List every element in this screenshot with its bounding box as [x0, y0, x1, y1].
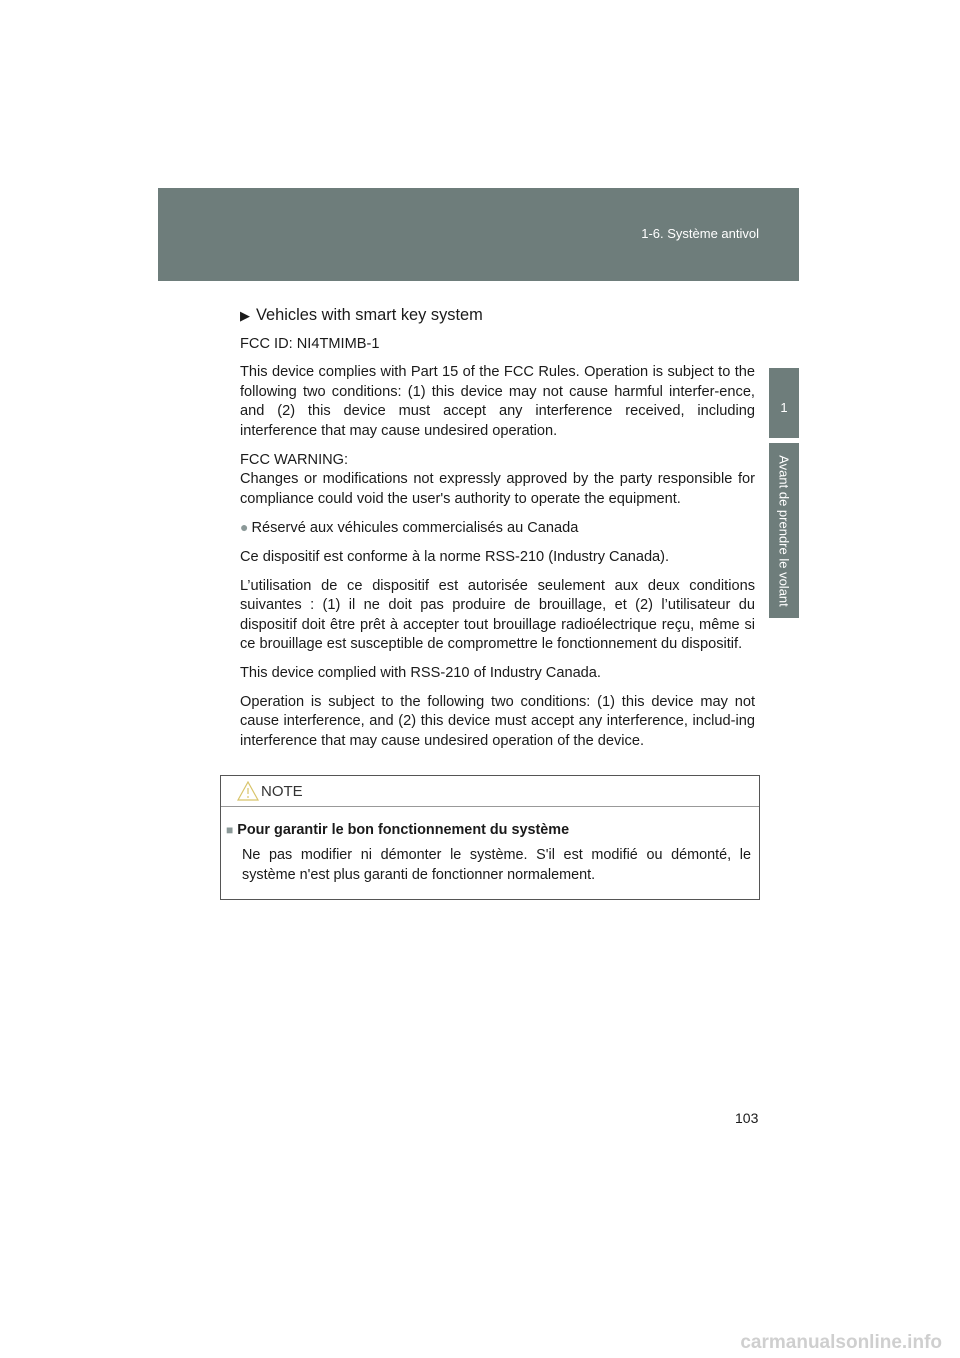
square-bullet-icon: ■: [226, 823, 234, 837]
warning-triangle-icon: [237, 781, 259, 801]
header-bar: [158, 188, 799, 281]
canada-bullet: [240, 518, 755, 539]
note-item-title: [226, 820, 751, 840]
warning-text: Changes or modifications not expressly approved by the party responsible for compliance could void the user's authority to operate the equipment.: [240, 471, 755, 507]
note-body: [221, 807, 759, 885]
note-box: [220, 775, 760, 900]
canada-paragraph-4: Operation is subject to the following two conditions: (1) this device may not cause interference, and (2) this device must accept any interference, includ-ing interference that may cause undesired operation of the device.: [240, 693, 755, 749]
warning-label: FCC WARNING:: [240, 451, 349, 468]
fcc-id: FCC ID: NI4TMIMB-1: [240, 335, 380, 352]
fcc-paragraph: This device complies with Part 15 of the FCC Rules. Operation is subject to the following two conditions: (1) this device may not cause harmful interfer-ence, and (2) this device must accept any interference received, including interference that may cause undesired operation.: [240, 364, 755, 439]
note-text: Ne pas modifier ni démonter le système. S'il est modifié ou démonté, le système n'est plus garanti de fonctionner normalement.: [242, 847, 751, 883]
subheading-text: Vehicles with smart key system: [256, 306, 483, 324]
page-number: 103: [735, 1110, 759, 1126]
arrow-right-icon: ▶: [240, 308, 250, 323]
canada-paragraph-3: This device complied with RSS-210 of Industry Canada.: [240, 664, 601, 681]
main-content: [240, 306, 755, 760]
canada-paragraph-1: Ce dispositif est conforme à la norme RSS-210 (Industry Canada).: [240, 548, 670, 565]
canada-bullet-text: Réservé aux véhicules commercialisés au Canada: [251, 520, 579, 537]
bullet-icon: ●: [240, 519, 249, 536]
note-header: [221, 776, 759, 807]
canada-paragraph-2: L’utilisation de ce dispositif est autorisée seulement aux deux conditions suivantes : (1) il ne doit pas produire de brouillage, et (2) l’utilisateur du dispositif doit être prêt à accepter tout brouillage radioélectrique reçu, même si ce brouillage est susceptible de compromettre le fonctionnement du dispositif.: [240, 577, 755, 653]
chapter-label: Avant de prendre le volant: [776, 454, 792, 607]
fcc-warning: [240, 451, 755, 510]
section-title: 1-6. Système antivol: [641, 226, 759, 241]
note-title: NOTE: [261, 783, 303, 800]
chapter-number-tab: 1: [769, 368, 799, 438]
note-item-title-text: Pour garantir le bon fonctionnement du système: [237, 822, 570, 838]
subheading: [240, 306, 755, 326]
chapter-label-tab: [769, 443, 799, 618]
watermark: carmanualsonline.info: [740, 1332, 942, 1353]
